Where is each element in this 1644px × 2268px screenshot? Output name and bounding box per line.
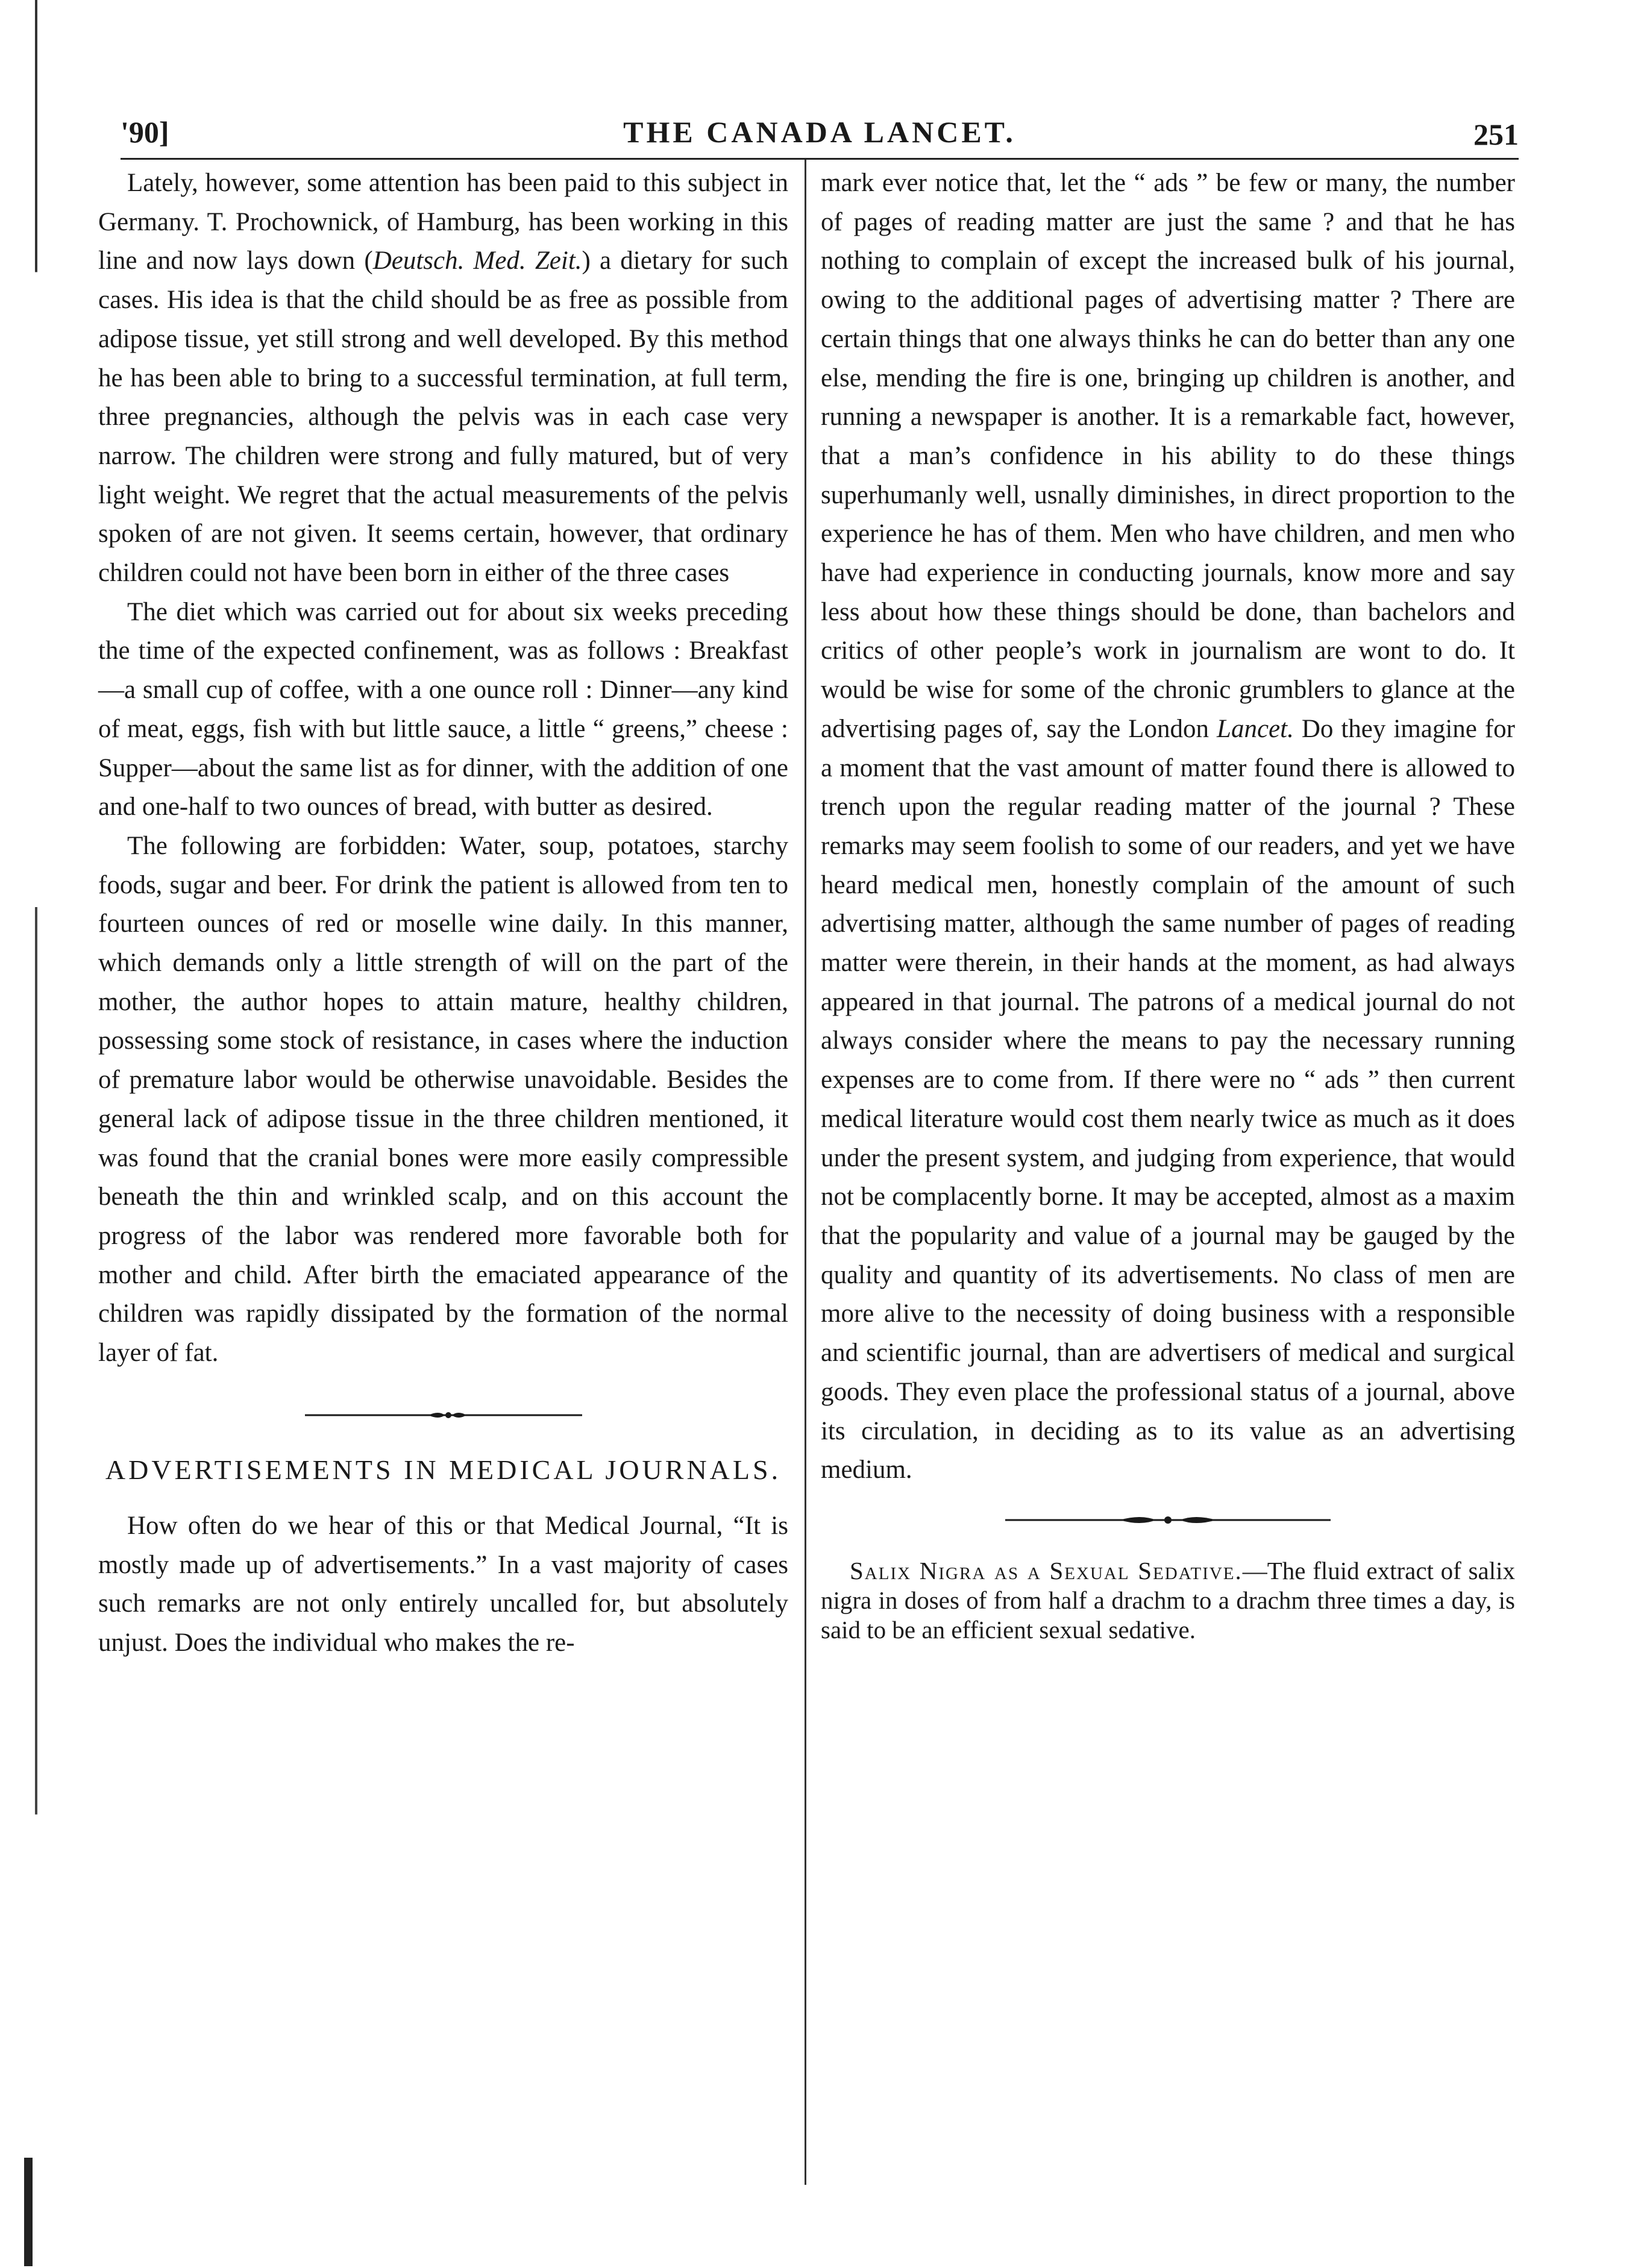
paragraph-text: ) a dietary for such cases. His idea is that the child should be as free as possible from adipose tissue, yet still strong and well developed. By this method he has been able to bring to a successful termination, at full term, three pregnancies, although the pelvis was in each case very narrow. The children were strong and fully matured, but of very light weight. We regret that the actual measurements of the pelvis spoken of are not given. It seems certain, however, that ordinary children could not have been born in either of the three cases	[98, 247, 789, 588]
page-binding-edge-bottom	[24, 2158, 33, 2266]
right-column	[821, 164, 1515, 1645]
journal-title: THE CANADA LANCET.	[623, 115, 1016, 149]
salix-nigra-note	[821, 1556, 1515, 1645]
ornament-divider	[1005, 1508, 1331, 1532]
left-column	[98, 164, 788, 1663]
section-title: ADVERTISEMENTS IN MEDICAL JOURNALS.	[105, 1454, 782, 1485]
ornament-divider	[305, 1403, 582, 1427]
note-body: —The fluid extract of salix nigra in doses of from half a drachm to a drachm three times a day, is said to be an efficient sexual sedative.	[821, 1556, 1515, 1644]
header-rule	[121, 158, 1519, 160]
note-title: Salix Nigra as a Sexual Sedative.	[850, 1556, 1243, 1585]
paragraph-prochownick	[98, 164, 788, 593]
paragraph-text: Lately, however, some attention has been paid to this subject in Germany. T. Prochownick, of Hamburg, has been working in this line and now lays down (	[98, 169, 788, 275]
paragraph-forbidden: The following are forbidden: Water, soup, potatoes, starchy foods, sugar and beer. For drink the patient is allowed from ten to fourteen ounces of red or moselle wine daily. In this manner, which demands only a little strength of will on the part of the mother, the author hopes to attain mature, healthy children, possessing some stock of resistance, in cases where the induction of premature labor would be otherwise unavoidable. Besides the general lack of adipose tissue in the three children mentioned, it was found that the cranial bones were more easily compressible beneath the thin and wrinkled scalp, and on this account the progress of the labor was rendered more favorable both for mother and child. After birth the emaciated appearance of the children was rapidly dissipated by the formation of the normal layer of fat.	[98, 831, 788, 1368]
note-paragraph	[821, 1556, 1515, 1645]
page-number: 251	[1473, 118, 1519, 151]
page-binding-edge	[35, 0, 37, 2268]
paragraph-text: mark ever notice that, let the “ ads ” be few or many, the number of pages of reading matter are just the same ? and that he has nothing to complain of except the increased bulk of his journal, owing to the additional pages of advertising matter ? There are certain things that one always thinks he can do better than any one else, mending the fire is one, bringing up children is another, and running a newspaper is another. It is a remarkable fact, however, that a man’s confidence in his ability to do these things superhumanly well, usnally diminishes, in direct proportion to the experience he has of them. Men who have children, and men who have had experience in conducting journals, know more and say less about how these things should be done, than bachelors and critics of other people’s work in journalism are wont to do. It would be wise for some of the chronic grumblers to glance at the advertising pages of, say the London	[821, 169, 1515, 743]
citation-italic: Deutsch. Med. Zeit.	[372, 247, 582, 275]
paragraph-advertisements-continued	[821, 164, 1515, 1490]
paragraph-advertisements: How often do we hear of this or that Medical Journal, “It is mostly made up of advertisements.” In a vast majority of cases such remarks are not only entirely uncalled for, but absolutely unjust. Does the individual who makes the re-	[98, 1511, 788, 1657]
paragraph-diet: The diet which was carried out for about six weeks preceding the time of the expected confinement, was as follows : Breakfast—a small cup of coffee, with a one ounce roll : Dinner—any kind of meat, eggs, fish with but little sauce, a little “ greens,” cheese : Supper—about the same list as for dinner, with the addition of one and one-half to two ounces of bread, with butter as desired.	[98, 597, 788, 821]
column-rule	[805, 160, 806, 2185]
header-year: '90]	[121, 115, 169, 149]
running-header	[121, 115, 1519, 163]
lancet-italic: Lancet.	[1217, 714, 1294, 743]
paragraph-text: Do they imagine for a moment that the vast amount of matter found there is allowed to trench upon the regular reading matter of the journal ? These remarks may seem foolish to some of our readers, and yet we have heard medical men, honestly complain of the amount of such advertising matter, although the same number of pages of reading matter were therein, in their hands at the moment, as had always appeared in that journal. The patrons of a medical journal do not always consider where the means to pay the necessary running expenses are to come from. If there were no “ ads ” then current medical literature would cost them nearly twice as much as it does under the present system, and judging from experience, that would not be complacently borne. It may be accepted, almost as a maxim that the popularity and value of a journal may be gauged by the quality and quantity of its advertisements. No class of men are more alive to the necessity of doing business with a responsible and scientific journal, than are advertisers of medical and surgical goods. They even place the professional status of a journal, above its circulation, in deciding as to its value as an advertising medium.	[821, 714, 1515, 1484]
